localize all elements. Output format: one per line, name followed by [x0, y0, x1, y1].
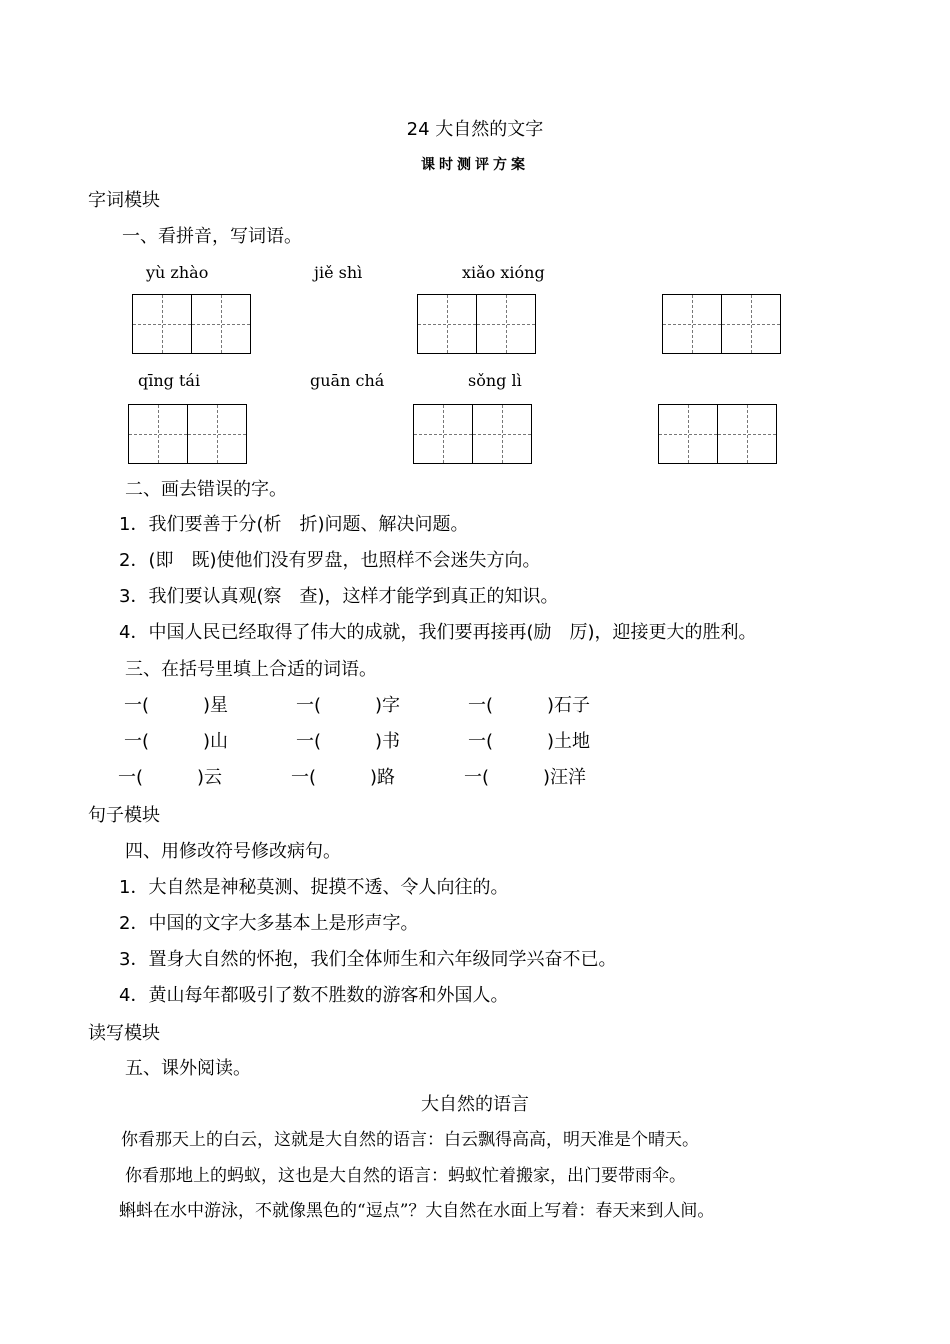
- pinyin-label: guān chá: [310, 371, 385, 390]
- passage-title: 大自然的语言: [421, 1094, 529, 1115]
- page-subtitle: 课时测评方案: [421, 157, 529, 173]
- question-5-heading: 五、课外阅读。: [125, 1058, 251, 1079]
- fill-blank-item[interactable]: 一( )土地: [468, 731, 591, 752]
- question-item: 4．黄山每年都吸引了数不胜数的游客和外国人。: [119, 985, 509, 1006]
- fill-blank-item[interactable]: 一( )石子: [468, 695, 591, 716]
- fill-blank-item[interactable]: 一( )山: [124, 731, 229, 752]
- passage-paragraph: 你看那地上的蚂蚁，这也是大自然的语言：蚂蚁忙着搬家，出门要带雨伞。: [125, 1166, 686, 1186]
- question-item: 4．中国人民已经取得了伟大的成就，我们要再接再(励 厉)，迎接更大的胜利。: [119, 622, 757, 643]
- module-label-sentences: 句子模块: [88, 805, 160, 826]
- pinyin-label: xiǎo xióng: [462, 263, 545, 282]
- writing-grid[interactable]: [417, 294, 536, 354]
- question-item: 1．我们要善于分(析 折)问题、解决问题。: [119, 514, 469, 535]
- question-item: 3．我们要认真观(察 查)，这样才能学到真正的知识。: [119, 586, 559, 607]
- pinyin-label: jiě shì: [314, 263, 363, 282]
- pinyin-label: yù zhào: [146, 263, 209, 282]
- question-item: 1．大自然是神秘莫测、捉摸不透、令人向往的。: [119, 877, 509, 898]
- passage-paragraph: 蝌蚪在水中游泳，不就像黑色的“逗点”？大自然在水面上写着：春天来到人间。: [119, 1201, 715, 1221]
- pinyin-label: qīng tái: [138, 371, 201, 390]
- question-4-heading: 四、用修改符号修改病句。: [125, 841, 341, 862]
- fill-blank-item[interactable]: 一( )云: [118, 767, 223, 788]
- module-label-words: 字词模块: [88, 190, 160, 211]
- question-1-heading: 一、看拼音，写词语。: [122, 226, 302, 247]
- question-3-heading: 三、在括号里填上合适的词语。: [125, 659, 377, 680]
- fill-blank-item[interactable]: 一( )字: [296, 695, 401, 716]
- writing-grid[interactable]: [658, 404, 777, 464]
- module-label-reading: 读写模块: [88, 1023, 160, 1044]
- fill-blank-item[interactable]: 一( )书: [296, 731, 401, 752]
- writing-grid[interactable]: [128, 404, 247, 464]
- question-item: 3．置身大自然的怀抱，我们全体师生和六年级同学兴奋不已。: [119, 949, 617, 970]
- writing-grid[interactable]: [662, 294, 781, 354]
- fill-blank-item[interactable]: 一( )路: [291, 767, 396, 788]
- fill-blank-item[interactable]: 一( )汪洋: [464, 767, 587, 788]
- writing-grid[interactable]: [132, 294, 251, 354]
- question-item: 2．中国的文字大多基本上是形声字。: [119, 913, 419, 934]
- writing-grid[interactable]: [413, 404, 532, 464]
- passage-paragraph: 你看那天上的白云，这就是大自然的语言：白云飘得高高，明天准是个晴天。: [121, 1130, 699, 1150]
- pinyin-label: sǒng lì: [468, 371, 522, 390]
- page-title: 24 大自然的文字: [406, 119, 544, 140]
- question-item: 2．(即 既)使他们没有罗盘，也照样不会迷失方向。: [119, 550, 541, 571]
- fill-blank-item[interactable]: 一( )星: [124, 695, 229, 716]
- question-2-heading: 二、画去错误的字。: [125, 479, 287, 500]
